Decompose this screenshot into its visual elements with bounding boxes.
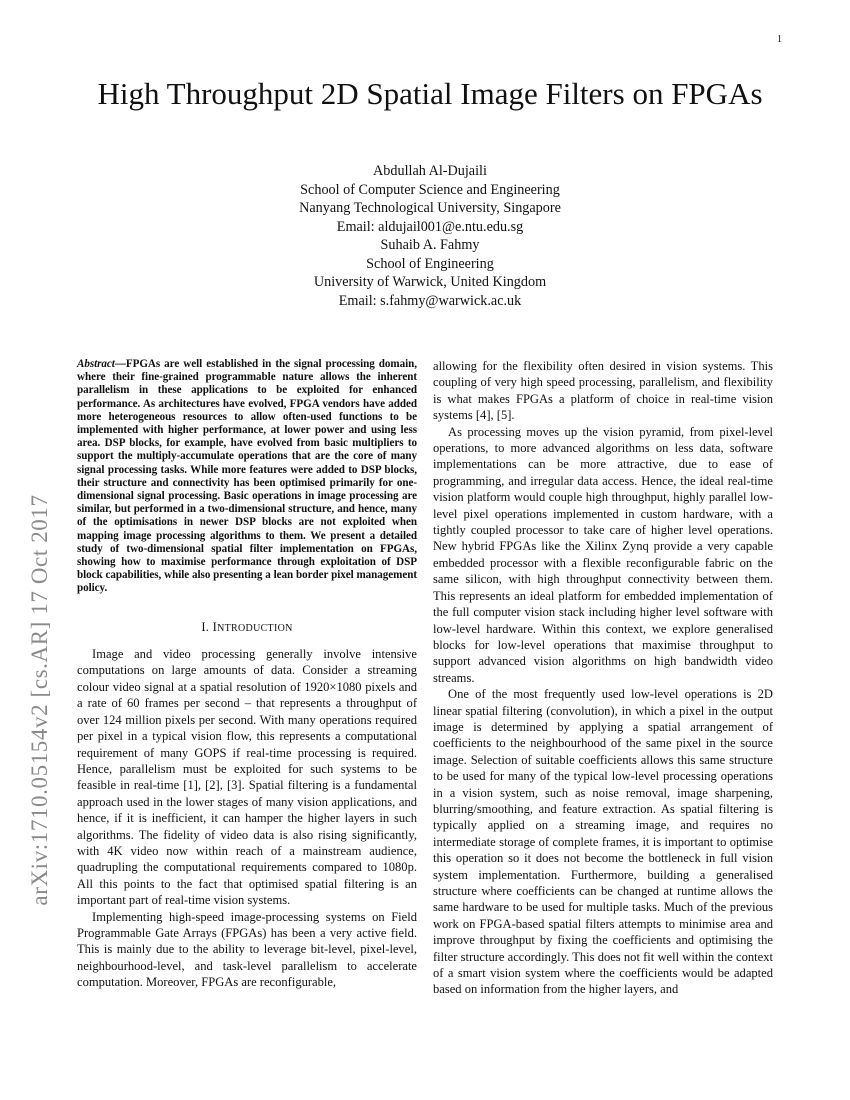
abstract-label: Abstract [77, 358, 115, 370]
paper-title: High Throughput 2D Spatial Image Filters on FPGAs [97, 76, 763, 111]
abstract [77, 358, 417, 596]
author-name: Suhaib A. Fahmy [380, 237, 480, 253]
author-name: Abdullah Al-Dujaili [373, 163, 487, 179]
right-column [433, 358, 773, 998]
left-column [77, 358, 417, 991]
abstract-text: —FPGAs are well established in the signal processing domain, where their fine-grained programmable nature allows the inherent parallelism in these applications to be exploited for enhanced performance. As architectures have evolved, FPGA vendors have added more heterogeneous resources to allow often-used functions to be implemented with higher performance, at lower power and using less area. DSP blocks, for example, have evolved from basic multipliers to support the multiply-accumulate operations that are the core of many signal processing tasks. While more features were added to DSP blocks, their structure and connectivity has been optimised primarily for one-dimensional signal processing. Basic operations in image processing are similar, but performed in a two-dimensional structure, and hence, many of the optimisations in newer DSP blocks are not exploited when mapping image processing algorithms to them. We present a detailed study of two-dimensional spatial filter implementation on FPGAs, showing how to maximise performance through exploitation of DSP block capabilities, while also presenting a lean border pixel management policy. [77, 358, 417, 595]
body-paragraph: One of the most frequently used low-level operations is 2D linear spatial filtering (convolution), in which a pixel in the output image is determined by applying a spatial arrangement of coefficients to the neighbourhood of the same pixel in the source image. Selection of suitable coefficients allows this same structure to be used for many of the typical low-level processing operations in a vision system, such as noise removal, image sharpening, blurring/smoothing, and feature extraction. As spatial filtering is typically applied on a streaming image, and requires no intermediate storage of complete frames, it is important to optimise this operation so it does not become the bottleneck in full vision system implementation. Furthermore, building a generalised structure where coefficients can be changed at runtime allows the same hardware to be used for multiple tasks. Much of the previous work on FPGA-based spatial filters attempts to minimise area and improve throughput by fixing the coefficients and optimising the filter structure accordingly. This does not fit well within the context of a smart vision system where the coefficients would be adapted based on information from the higher layers, and [433, 687, 773, 997]
arxiv-identifier-stamp[interactable]: arXiv:1710.05154v2 [cs.AR] 17 Oct 2017 [27, 494, 52, 906]
author-email[interactable]: Email: aldujail001@e.ntu.edu.sg [336, 218, 524, 235]
author-email[interactable]: Email: s.fahmy@warwick.ac.uk [338, 292, 522, 309]
author-affiliation: School of Engineering [366, 255, 494, 272]
page-number: 1 [777, 34, 782, 45]
author-block [175, 162, 685, 310]
body-paragraph: As processing moves up the vision pyramid, from pixel-level operations, to more advanced algorithms on less data, software implementations can be more attractive, due to ease of programming, and irregular data access. Hence, the ideal real-time vision platform would couple high throughput, highly parallel low-level pixel operations implemented in custom hardware, with a tightly coupled processor to take care of higher level operations. New hybrid FPGAs like the Xilinx Zynq provide a very capable embedded processor with a flexible reconfigurable fabric on the same silicon, with high throughput connectivity between them. This represents an ideal platform for embedded implementation of the full computer vision stack including higher level software with low-level hardware. Within this context, we explore generalised blocks for low-level operations that maximise throughput to support advanced vision algorithms on high bandwidth video streams. [433, 424, 773, 685]
section-title-rest: NTRODUCTION [217, 622, 293, 634]
section-number: I. [201, 619, 213, 634]
section-heading-introduction [77, 619, 417, 637]
body-paragraph: allowing for the flexibility often desired in vision systems. This coupling of very high speed processing, parallelism, and flexibility is what makes FPGAs a platform of choice in real-time vision systems [4], [5]. [433, 359, 773, 423]
body-paragraph: Implementing high-speed image-processing systems on Field Programmable Gate Arrays (FPGAs) has been a very active field. This is mainly due to the ability to leverage bit-level, pixel-level, neighbourhood-level, and task-level parallelism to accelerate computation. Moreover, FPGAs are reconfigurable, [77, 909, 417, 990]
section-title-initial: I [212, 619, 218, 634]
author-affiliation: School of Computer Science and Engineering [300, 181, 560, 198]
author-institution: Nanyang Technological University, Singapore [299, 200, 561, 216]
author-institution: University of Warwick, United Kingdom [313, 274, 547, 290]
body-paragraph: Image and video processing generally involve intensive computations on large amounts of data. Consider a streaming colour video signal at a spatial resolution of 1920×1080 pixels and a rate of 60 frames per second – that represents a throughput of over 124 million pixels per second. With many operations required per pixel in a typical vision flow, this represents a computational requirement of many GOPS if real-time processing is required. Hence, parallelism must be exploited for such systems to be feasible in real-time [1], [2], [3]. Spatial filtering is a fundamental approach used in the lower stages of many vision applications, and hence, if it is inefficient, it can hamper the higher layers in such algorithms. The fidelity of video data is also rising significantly, with 4K video now within reach of a mainstream audience, quadrupling the computational requirements compared to 1080p. All this points to the fact that optimised spatial filtering is an important part of real-time vision systems. [77, 647, 417, 908]
